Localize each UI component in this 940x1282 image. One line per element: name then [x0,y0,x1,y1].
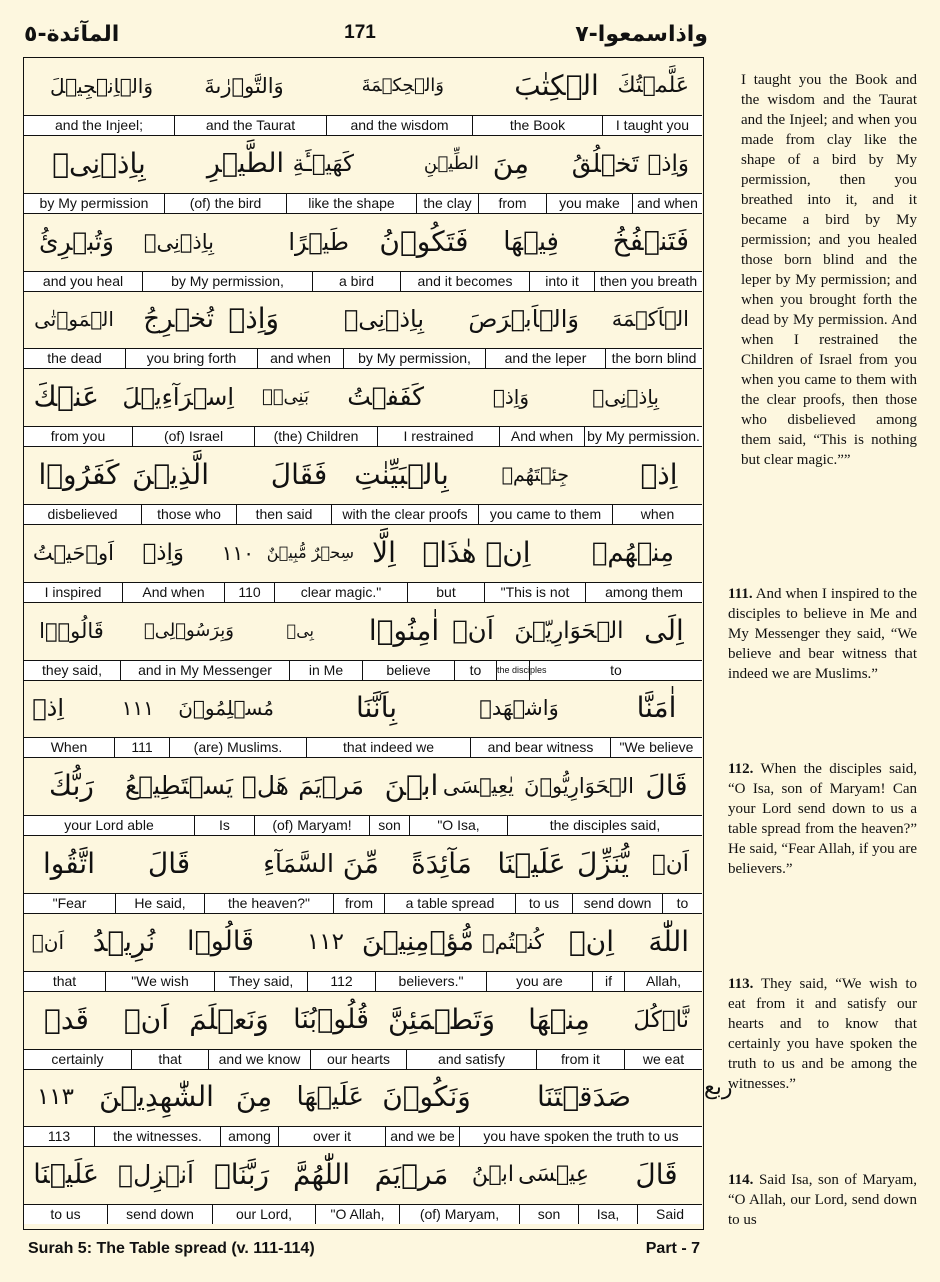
english-word-cell: we eat [624,1050,702,1069]
arabic-word: قَالَ [147,847,191,880]
arabic-word: بِاِذۡنِىۡ [143,229,214,254]
arabic-word: نُرِيۡدُ [92,924,156,958]
arabic-word: الۡمَوۡتٰى [34,307,114,332]
arabic-word: يٰعِيۡسَى [442,774,514,799]
arabic-word: كَهَيۡـَٔةِ [292,150,354,177]
english-word-cell: from it [536,1050,624,1069]
english-word-cell: but [407,583,484,602]
english-word-cell: you came to them [478,505,612,524]
arabic-word: تَخۡلُقُ [571,148,639,178]
arabic-word: مِنَ [235,1080,273,1114]
side-marker: ربع [704,1075,733,1100]
english-word-cell: among them [585,583,702,602]
surah-name-arabic: المآئدة-٥ [24,22,120,47]
arabic-word: مِنۡهُمۡ [591,537,674,568]
english-word-cell: to us [50,1206,81,1223]
verse-line [24,992,702,1070]
english-word-cell: that [52,972,77,989]
arabic-word: الطَّيۡرِ [206,147,284,179]
arabic-word: فِيۡهَا [503,226,559,257]
juz-name-arabic: واذاسمعوا-٧ [575,22,708,47]
verse-line [24,214,702,292]
english-word-cell: I restrained [377,427,499,446]
arabic-word: ١١٠ [221,540,254,565]
arabic-word: الۡحَوَارِيّٖنَ [514,617,624,644]
english-word-cell: then said [236,505,331,524]
arabic-word: عَلَيۡهَا [296,1082,364,1113]
page-number: 171 [344,22,376,43]
arabic-word: مِنَ [492,146,529,180]
english-word-cell: the Book [472,116,602,135]
arabic-word: اٰمِنُوۡا [368,613,440,647]
arabic-word: رَبُّكَ [49,769,94,803]
english-word-cell: "We wish [105,972,214,991]
english-word-cell: that [131,1050,208,1069]
verse-number: 111. [728,586,753,602]
word-by-word-grid [23,57,704,1230]
arabic-word: يَسۡتَطِيۡعُ [124,771,234,801]
arabic-word: اِذۡ [32,694,64,723]
english-word-cell: I inspired [44,583,102,600]
english-word-cell: the clay [416,194,478,213]
arabic-word: اللّٰهَ [648,924,689,958]
arabic-row [24,1069,702,1126]
english-word-cell: and it becomes [400,272,529,291]
verse-line [24,1147,702,1225]
english-word-cell: and we know [208,1050,310,1069]
english-word-cell: "O Isa, [409,816,507,835]
english-word-cell: when [612,505,702,524]
english-word-cell: Said [637,1205,702,1224]
arabic-word: مَآئِدَةً [411,847,472,880]
english-word-cell: the witnesses. [94,1127,220,1146]
english-word-cell: (of) Israel [132,427,254,446]
english-word-cell: over it [278,1127,385,1146]
arabic-word: مِّنَ [342,847,379,880]
arabic-row [24,1147,702,1204]
verse-line [24,1069,702,1147]
arabic-row [24,369,702,426]
arabic-word: الطِّيۡنِ [423,152,479,174]
english-word-cell: that indeed we [306,738,470,757]
english-word-cell: and we be [385,1127,459,1146]
english-word-cell: from [333,894,384,913]
arabic-word: وَالۡحِكۡمَةَ [361,75,444,96]
english-word-cell: send down [107,1205,212,1224]
english-row [24,115,702,136]
arabic-word: بِىۡ [286,620,314,640]
english-word-cell: send down [572,894,662,913]
arabic-word: وَاِذۡ [492,385,529,410]
arabic-row [24,603,702,660]
arabic-row [24,525,702,582]
english-word-cell: When [50,739,88,756]
english-word-cell: (of) Maryam, [399,1205,519,1224]
arabic-row [24,836,702,893]
arabic-word: وَالۡاَبۡرَصَ [468,305,579,334]
arabic-word: بِاِذۡنِىۡ [343,305,424,334]
english-word-cell: our hearts [310,1050,406,1069]
english-row [24,737,702,758]
arabic-word: مَرۡيَمَ [374,1158,449,1192]
verse-line [24,836,702,914]
arabic-row [24,214,702,271]
verse-text: They said, “We wish to eat from it and satisfy our hearts and to know that certainly you have spoken the truth to us and be among the witnesses.” [728,976,917,1092]
verse-line [24,58,702,136]
arabic-word: وَالۡاِنۡجِيۡلَ [49,74,154,98]
english-word-cell: and the leper [485,349,605,368]
english-word-cell: son [519,1205,578,1224]
english-word-cell: by My permission, [142,272,312,291]
english-word-cell: a table spread [384,894,515,913]
arabic-word: قَالُوۡۤا [39,618,104,643]
arabic-word: اَنۡ [123,1002,169,1036]
english-word-cell: into it [529,272,594,291]
arabic-word: وَبِرَسُوۡلِىۡ [143,619,234,641]
english-word-cell: our Lord, [212,1205,315,1224]
arabic-word: مَرۡيَمَ [298,771,364,801]
arabic-word: مِنۡهَا [528,1002,590,1036]
english-word-cell: believers." [375,972,486,991]
english-word-cell: and satisfy [406,1050,536,1069]
english-word-cell: from you [50,428,106,445]
english-row [24,271,702,292]
english-word-cell: "We believe [610,738,702,757]
arabic-word: اِلَى [644,613,684,647]
english-word-cell: And when [122,583,224,602]
verse-line [24,447,702,525]
english-word-cell: 111 [114,738,169,757]
english-word-cell: and in My Messenger [120,661,289,680]
english-word-cell: you are [486,972,592,991]
arabic-row [24,992,702,1049]
english-row [24,1049,702,1070]
arabic-word: وَاشۡهَدۡ [479,696,559,721]
english-word-cell: the disciples [496,661,529,680]
arabic-word: اَنۡ [452,615,494,646]
english-word-cell: to [662,894,702,913]
english-word-cell: 110 [224,583,274,602]
english-word-cell: (of) the bird [164,194,286,213]
arabic-word: وَنَعۡلَمَ [189,1002,269,1036]
arabic-word: اَنۡزِلۡ [118,1160,194,1190]
english-word-cell: by My permission. [584,427,702,446]
english-word-cell: "This is not [484,583,585,602]
english-word-cell: among [220,1127,278,1146]
translation-v111 [728,584,917,684]
english-word-cell: believe [362,661,454,680]
arabic-row [24,447,702,504]
arabic-word: عِيۡسَى [518,1162,589,1188]
arabic-word: وَالتَّوۡرٰىةَ [204,74,284,98]
arabic-row [24,291,702,348]
english-word-cell: to [454,661,496,680]
arabic-word: كُنۡتُمۡ [482,929,544,954]
english-word-cell: son [369,816,409,835]
page-header [0,0,940,56]
verse-line [24,525,702,603]
arabic-word: بِاِذۡنِىۡ [592,385,659,410]
translation-v110: I taught you the Book and the wisdom and the Taurat and the Injeel; and when you made from clay like the shape of a bird by My permission, then you breathed into it, and it became a bird by My permission; and you healed those born blind and the leper by My permission; and when you brought forth the dead by My permission. And when I restrained the Children of Israel from you when you came to them with the clear proofs, then those who disbelieved among them said, “This is nothing but clear magic.”” [741,72,917,468]
verse-number: 114. [728,1172,754,1188]
arabic-word: اَوۡحَيۡتُ [32,540,114,565]
english-word-cell: to [529,661,702,680]
arabic-word: قَالَ [635,1158,678,1192]
arabic-word: ١١١ [121,696,154,721]
english-row [24,582,702,603]
arabic-word: قُلُوۡبُنَا [293,1003,369,1035]
english-word-cell: a bird [312,272,400,291]
arabic-word: الۡكِتٰبَ [514,69,599,102]
english-word-cell: They said, [214,972,307,991]
arabic-word: وَاِذۡ [142,539,184,566]
english-word-cell: the heaven?" [204,894,333,913]
arabic-word: طَيۡرًا [288,227,349,256]
english-word-cell: from [478,194,546,213]
arabic-word: بِاِذۡنِىۡ [52,146,146,180]
arabic-word: اللّٰهُمَّ [292,1158,351,1192]
english-word-cell: Is [194,816,254,835]
verse-number: 113. [728,976,754,992]
verse-line [24,603,702,681]
verse-line [24,136,702,214]
english-word-cell: the disciples said, [507,816,702,835]
arabic-row [24,680,702,737]
english-word-cell: they said, [42,661,102,678]
english-word-cell: "Fear [52,895,87,911]
english-word-cell: Allah, [624,972,702,991]
arabic-word: عَلَّمۡتُكَ [617,73,689,98]
english-row [24,1204,702,1224]
arabic-word: يُّنَزِّلَ [576,847,629,880]
arabic-word: الۡاَكۡمَهَ [611,307,689,332]
arabic-word: وَنَكُوۡنَ [382,1080,471,1114]
verse-text: And when I inspired to the disciples to believe in Me and My Messenger they said, “We believe and bear witness that indeed we are Muslims.” [728,586,917,682]
arabic-row [24,136,702,193]
arabic-word: الۡحَوَارِيُّوۡنَ [524,774,634,799]
english-word-cell: your Lord able [64,817,154,834]
translation-v113 [728,974,917,1094]
english-row [24,660,702,681]
english-word-cell: clear magic." [274,583,407,602]
arabic-word: تُخۡرِجُ [143,304,214,335]
english-word-cell: the born blind [605,349,702,368]
arabic-word: اَنۡ [651,851,689,877]
arabic-word: سِحۡرٌ مُّبِيۡنٌ [266,542,354,562]
english-word-cell: you have spoken the truth to us [459,1127,702,1146]
arabic-word: اتَّقُوا [43,847,95,880]
english-word-cell: Isa, [578,1205,637,1224]
arabic-word: بِالۡبَيِّنٰتِ [354,458,449,491]
english-row [24,971,702,992]
english-word-cell: He said, [115,894,204,913]
arabic-word: فَتَنۡفُخُ [612,225,689,257]
verse-line [24,291,702,369]
arabic-word: ابۡنَ [384,769,439,803]
arabic-word: قَالَ [645,769,688,803]
english-word-cell: if [592,972,624,991]
arabic-word: فَتَكُوۡنُ [379,224,469,258]
arabic-word: اِنۡ [568,924,614,958]
verse-line [24,758,702,836]
english-word-cell: the dead [47,350,102,367]
english-word-cell: and bear witness [470,738,610,757]
arabic-word: رَبَّنَاۤ [213,1158,270,1192]
english-row [24,426,702,447]
arabic-word: نَّاۡكُلَ [633,1006,689,1033]
arabic-word: ١١٢ [306,928,344,955]
english-word-cell: to us [515,894,572,913]
arabic-word: جِئۡتَهُمۡ [501,464,569,486]
english-word-cell: (are) Muslims. [169,738,306,757]
arabic-word: وَاِذۡ [228,302,279,336]
english-word-cell: I taught you [602,116,702,135]
arabic-word: وَتُبۡرِئُ [39,226,114,256]
translation-v114 [728,1170,917,1230]
arabic-word: عَنۡكَ [33,380,99,414]
english-word-cell: and the wisdom [326,116,472,135]
arabic-word: عَلَيۡنَا [497,847,566,880]
arabic-word: اِلَّا [372,535,396,569]
arabic-word: وَاِذۡ [647,150,689,177]
english-row [24,348,702,369]
arabic-word: اَنۡ [31,929,64,954]
english-word-cell: you bring forth [125,349,257,368]
english-word-cell: by My permission, [343,349,485,368]
english-word-cell: (the) Children [254,427,377,446]
arabic-word: صَدَقۡتَنَا [536,1080,632,1114]
english-word-cell: "O Allah, [315,1205,399,1224]
verse-text: When the disciples said, “O Isa, son of Maryam! Can your Lord send down to us a table spread from the heaven?” He said, “Fear Allah, if you are believers.” [728,761,918,877]
english-row [24,1126,702,1147]
english-row [24,893,702,914]
english-word-cell: and when [257,349,343,368]
arabic-word: فَقَالَ [270,458,328,491]
verse-number: 112. [728,761,754,777]
arabic-word: اٰمَنَّا [636,691,677,725]
arabic-word: وَتَطۡمَئِنَّ [387,1002,496,1036]
english-word-cell: like the shape [286,194,416,213]
english-word-cell: then you breath [594,272,702,291]
english-word-cell: in Me [289,661,362,680]
english-word-cell: by My permission [39,194,149,211]
english-word-cell: certainly [51,1050,104,1067]
arabic-word: عَلَيۡنَا [33,1159,99,1191]
english-word-cell: disbelieved [47,506,118,522]
arabic-word: ١١٣ [36,1084,74,1111]
english-word-cell: you make [546,194,632,213]
arabic-word: كَفَرُوۡا [38,458,120,491]
english-word-cell: and the Injeel; [55,117,143,133]
arabic-word: السَّمَآءِ [263,849,334,878]
verse-line [24,914,702,992]
arabic-word: بَنِىۡۤ [261,386,309,408]
footer-part: Part - 7 [645,1240,700,1257]
english-word-cell: with the clear proofs [331,505,478,524]
arabic-word: كَفَفۡتُ [347,382,424,412]
arabic-row [24,758,702,815]
arabic-word: هَلۡ [241,771,289,801]
arabic-word: اِذۡ [640,458,678,491]
english-row [24,193,702,214]
english-row [24,815,702,836]
verse-text: Said Isa, son of Maryam, “O Allah, our Lord, send down to us [728,1172,918,1228]
arabic-word: اِسۡرَآءِيۡلَ [122,383,234,412]
verse-line [24,369,702,447]
arabic-word: بِاَنَّنَا [355,691,398,725]
page-footer [28,1240,708,1264]
arabic-word: قَالُوۡا [186,925,254,957]
english-word-cell: and you heal [42,272,124,289]
arabic-row [24,58,702,115]
arabic-word: ابۡنُ [471,1162,514,1188]
arabic-word: مُسۡلِمُوۡنَ [178,696,274,721]
english-row [24,504,702,525]
arabic-word: الشّٰهِدِيۡنَ [99,1080,214,1114]
arabic-word: مُّؤۡمِنِيۡنَ [361,925,474,957]
arabic-word: الَّذِيۡنَ [132,458,209,491]
arabic-row [24,914,702,971]
english-word-cell: (of) Maryam! [254,816,369,835]
arabic-word: قَدۡ [44,1002,89,1036]
english-word-cell: 112 [307,972,375,991]
arabic-word: اِنۡ هٰذَاۤ [422,535,531,569]
english-word-cell: those who [141,505,236,524]
english-word-cell: and the Taurat [174,116,326,135]
verse-line [24,680,702,758]
translation-v112 [728,759,917,879]
english-word-cell: 113 [47,1128,71,1145]
english-word-cell: and when [632,194,702,213]
footer-title: Surah 5: The Table spread (v. 111-114) [28,1240,315,1257]
english-word-cell: And when [499,427,584,446]
